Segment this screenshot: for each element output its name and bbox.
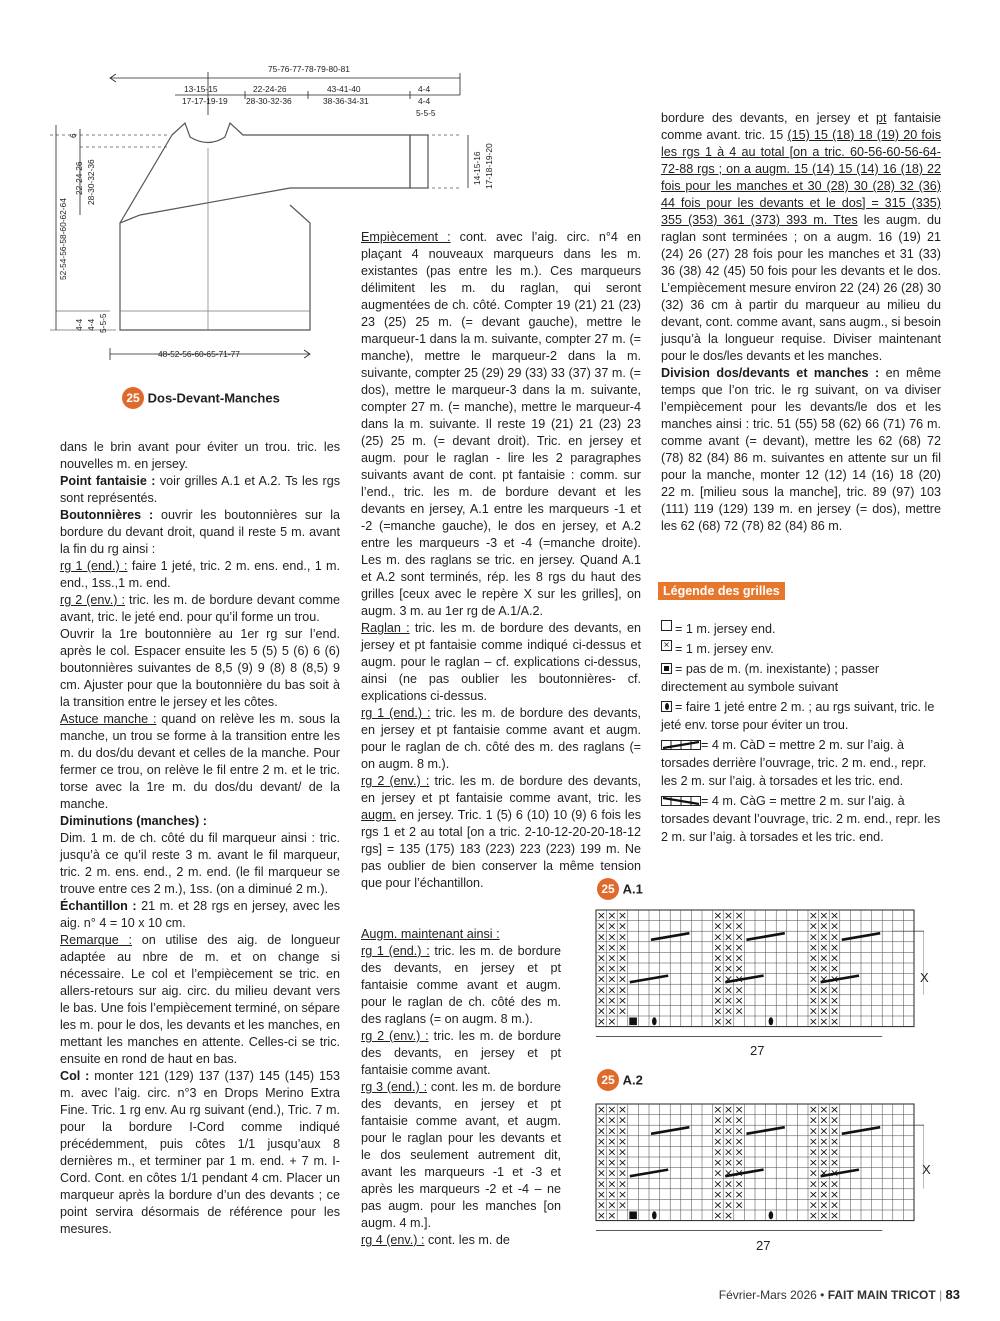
svg-text:×: × <box>596 962 606 976</box>
svg-text:×: × <box>723 1166 734 1180</box>
svg-text:×: × <box>819 930 829 944</box>
svg-text:×: × <box>734 1145 744 1159</box>
augm-rg4-label: rg 4 (env.) : <box>361 1233 425 1247</box>
svg-text:×: × <box>819 1145 829 1159</box>
col-title: Col : <box>60 1069 90 1083</box>
svg-text:×: × <box>596 1177 606 1191</box>
cable-left-symbol-icon <box>661 796 701 806</box>
svg-text:×: × <box>829 962 840 976</box>
svg-text:×: × <box>819 962 829 976</box>
dim-total-width: 75-76-77-78-79-80-81 <box>268 64 350 74</box>
augm-rg1-label: rg 1 (end.) : <box>361 944 430 958</box>
svg-text:×: × <box>819 983 829 997</box>
knit-symbol-icon <box>661 620 672 631</box>
legend-no-stitch: = pas de m. (m. inexistante) ; passer directement au symbole suivant <box>661 662 880 694</box>
purl-symbol-icon: × <box>661 640 672 651</box>
svg-text:×: × <box>723 1124 734 1138</box>
svg-text:×: × <box>607 962 617 976</box>
raglan-rg1-label: rg 1 (end.) : <box>361 706 431 720</box>
legend-list <box>661 620 941 846</box>
svg-text:×: × <box>829 909 840 923</box>
dim-cuff-b: 4-4 <box>418 96 431 106</box>
dim-seg1-b: 17-17-19-19 <box>182 96 228 106</box>
svg-text:×: × <box>723 1134 734 1148</box>
badge-number: 25 <box>122 387 144 409</box>
svg-text:×: × <box>829 1177 840 1191</box>
svg-text:×: × <box>734 909 744 923</box>
svg-text:×: × <box>819 1113 829 1127</box>
svg-text:×: × <box>829 1187 840 1201</box>
svg-text:×: × <box>607 993 617 1007</box>
chart-a2-header <box>597 1069 643 1091</box>
svg-text:×: × <box>713 1134 723 1148</box>
page-footer <box>719 1287 960 1302</box>
remarque-label: Remarque : <box>60 933 132 947</box>
footer-separator: | <box>939 1288 943 1302</box>
cable-right-symbol-icon <box>661 740 701 750</box>
svg-text:×: × <box>819 1177 829 1191</box>
svg-text:×: × <box>723 919 734 933</box>
svg-text:×: × <box>734 1187 744 1201</box>
svg-text:×: × <box>607 951 617 965</box>
svg-text:×: × <box>819 1015 829 1029</box>
svg-text:×: × <box>617 1004 628 1018</box>
svg-text:×: × <box>723 993 734 1007</box>
chart-a2-grid <box>594 1102 924 1257</box>
legend-yarn-over: = faire 1 jeté entre 2 m. ; au rgs suivant, tric. le jeté env. torse pour éviter un trou. <box>661 700 935 732</box>
svg-text:×: × <box>617 909 628 923</box>
svg-text:×: × <box>607 1198 617 1212</box>
svg-text:×: × <box>734 951 744 965</box>
svg-text:×: × <box>808 909 818 923</box>
svg-text:×: × <box>829 983 840 997</box>
svg-text:×: × <box>723 909 734 923</box>
col3-text-a: bordure des devants, en jersey et <box>661 111 876 125</box>
svg-text:×: × <box>713 972 723 986</box>
svg-text:×: × <box>808 1156 818 1170</box>
svg-text:×: × <box>734 1124 744 1138</box>
svg-text:×: × <box>607 1209 617 1223</box>
chart-a1-grid <box>594 908 924 1058</box>
svg-text:×: × <box>617 940 628 954</box>
svg-text:×: × <box>808 972 818 986</box>
svg-text:×: × <box>617 993 628 1007</box>
svg-text:×: × <box>596 930 606 944</box>
chart-a2-repeat-mark: X <box>922 1162 931 1177</box>
svg-text:×: × <box>617 1187 628 1201</box>
svg-text:×: × <box>723 940 734 954</box>
svg-text:×: × <box>808 1124 818 1138</box>
dim-yoke-a: 22-24-26 <box>74 161 84 195</box>
svg-text:×: × <box>734 919 744 933</box>
dim-rib-a: 4-4 <box>74 318 84 331</box>
svg-text:×: × <box>723 1177 734 1191</box>
svg-text:×: × <box>734 1134 744 1148</box>
legend-cable-right: = 4 m. CàD = mettre 2 m. sur l’aig. à torsades derrière l’ouvrage, tric. 2 m. end., repr. les 2 m. sur l’aig. à torsades et les tric. end. <box>661 738 927 788</box>
svg-text:×: × <box>607 983 617 997</box>
svg-text:×: × <box>617 1113 628 1127</box>
page-number: 83 <box>945 1287 960 1302</box>
svg-text:×: × <box>596 1004 606 1018</box>
chart-a1-header <box>597 878 643 900</box>
col1-intro: dans le brin avant pour éviter un trou. tric. les nouvelles m. en jersey. <box>60 440 340 471</box>
svg-text:×: × <box>713 983 723 997</box>
svg-text:×: × <box>734 1004 744 1018</box>
legend-cable-left: = 4 m. CàG = mettre 2 m. sur l’aig. à torsades devant l’ouvrage, tric. 2 m. end., repr. les 2 m. sur l’aig. à torsades et les tric. end. <box>661 794 941 844</box>
diminutions-title: Diminutions (manches) : <box>60 814 207 828</box>
augm-rg2-label: rg 2 (env.) : <box>361 1029 429 1043</box>
augm-rg3-label: rg 3 (end.) : <box>361 1080 428 1094</box>
svg-text:×: × <box>734 1103 744 1117</box>
svg-text:×: × <box>617 1166 628 1180</box>
svg-text:×: × <box>734 993 744 1007</box>
svg-text:×: × <box>596 1103 606 1117</box>
dim-seg1-a: 13-15-15 <box>184 84 218 94</box>
svg-text:×: × <box>808 1103 818 1117</box>
svg-text:×: × <box>734 962 744 976</box>
col3-underlined: (15) 15 (18) 18 (19) 20 fois les rgs 1 à 4 au total [on a tric. 60-56-60-56-64-72-88 rgs ; on a augm. 15 (14) 15 (14) 16 (18) 22 fois pour les manches et 30 (28) 30 (28) 32 (36) 44 fois pour les devants et le dos] = 315 (335) 355 (353) 361 (373) 393 m. Ttes <box>661 128 941 227</box>
svg-text:×: × <box>819 1134 829 1148</box>
rg1-text: faire 1 jeté, tric. 2 m. ens. end., 1 m. end., 1ss.,1 m. end. <box>60 559 340 590</box>
svg-text:×: × <box>723 1103 734 1117</box>
svg-text:×: × <box>808 1004 818 1018</box>
svg-text:×: × <box>723 972 734 986</box>
svg-text:×: × <box>617 1198 628 1212</box>
raglan-rg2-label: rg 2 (env.) : <box>361 774 430 788</box>
caption-text: Dos-Devant-Manches <box>147 390 280 406</box>
svg-text:×: × <box>808 1166 818 1180</box>
svg-text:×: × <box>734 1113 744 1127</box>
augm-rg3-text: cont. les m. de bordure des devants, en jersey et pt fantaisie comme avant, et augm. pour le raglan pour les devants et le dos seulement autrement dit, avant les marqueurs -1 et -3 et après les marqueurs -2 et -4 – ne pas augm. pour les manches [on augm. 4 m.]. <box>361 1080 561 1230</box>
svg-text:×: × <box>829 919 840 933</box>
svg-text:×: × <box>713 1015 723 1029</box>
svg-text:×: × <box>819 951 829 965</box>
dim-cuff-a: 4-4 <box>418 84 431 94</box>
svg-text:×: × <box>723 983 734 997</box>
svg-text:×: × <box>607 1187 617 1201</box>
svg-text:×: × <box>713 1187 723 1201</box>
point-fantaisie-title: Point fantaisie : <box>60 474 156 488</box>
raglan-text: tric. les m. de bordure des devants, en jersey et pt fantaisie comme indiqué ci-dessus et augm. pour le raglan – cf. explications ci-dessus, ainsi (ne pas oublier les boutonnières- cf. explications ci-dessus. <box>361 621 641 703</box>
svg-text:×: × <box>734 1177 744 1191</box>
footer-bullet: • <box>820 1288 825 1302</box>
svg-text:×: × <box>723 1015 734 1029</box>
svg-text:×: × <box>713 1209 723 1223</box>
svg-text:×: × <box>734 940 744 954</box>
svg-text:×: × <box>829 1209 840 1223</box>
col3-pt: pt <box>875 111 887 125</box>
svg-text:×: × <box>808 1187 818 1201</box>
svg-text:×: × <box>607 1015 617 1029</box>
svg-text:×: × <box>607 909 617 923</box>
svg-text:×: × <box>819 1103 829 1117</box>
svg-text:×: × <box>723 1198 734 1212</box>
svg-text:×: × <box>596 993 606 1007</box>
dim-seg2-a: 22-24-26 <box>253 84 287 94</box>
raglan-rg2-text: tric. les m. de bordure des devants, en jersey et pt fantaisie comme avant, tric. les <box>361 774 641 805</box>
point-fantaisie-text: voir grilles A.1 et A.2. Ts les rgs sont représentés. <box>60 474 340 505</box>
svg-text:×: × <box>808 940 818 954</box>
svg-text:×: × <box>734 983 744 997</box>
augm-rg4-text: cont. les m. de <box>424 1233 510 1247</box>
svg-text:×: × <box>734 1198 744 1212</box>
svg-text:×: × <box>607 1145 617 1159</box>
svg-text:×: × <box>819 1209 829 1223</box>
chart-a1-repeat-mark: X <box>920 970 929 985</box>
svg-text:×: × <box>713 1166 723 1180</box>
svg-text:×: × <box>617 919 628 933</box>
svg-text:×: × <box>808 983 818 997</box>
svg-text:×: × <box>808 1209 818 1223</box>
svg-text:×: × <box>829 993 840 1007</box>
augm-rg1-text: tric. les m. de bordure des devants, en jersey et pt fantaisie comme avant et augm. pour le raglan de ch. côté des m. des raglans (= on augm. 8 m.). <box>361 944 561 1026</box>
svg-text:×: × <box>829 1198 840 1212</box>
svg-text:×: × <box>808 993 818 1007</box>
svg-text:×: × <box>713 1145 723 1159</box>
boutonnieres-text: ouvrir les boutonnières sur la bordure du devant droit, quand il reste 5 m. avant la fin du rg ainsi : <box>60 508 341 556</box>
svg-text:×: × <box>617 930 628 944</box>
svg-text:×: × <box>829 1113 840 1127</box>
svg-text:×: × <box>808 1015 818 1029</box>
echantillon-title: Échantillon : <box>60 899 137 913</box>
dim-yoke-b: 28-30-32-36 <box>86 159 96 205</box>
svg-text:×: × <box>713 919 723 933</box>
svg-text:×: × <box>617 972 628 986</box>
svg-text:×: × <box>607 919 617 933</box>
svg-text:×: × <box>713 1124 723 1138</box>
svg-text:×: × <box>723 1187 734 1201</box>
svg-text:×: × <box>596 1209 606 1223</box>
svg-text:×: × <box>713 940 723 954</box>
svg-text:×: × <box>596 972 606 986</box>
svg-text:×: × <box>596 1145 606 1159</box>
footer-issue: Février-Mars 2026 <box>718 1288 817 1302</box>
svg-text:×: × <box>617 1124 628 1138</box>
svg-text:×: × <box>829 1134 840 1148</box>
svg-text:×: × <box>617 1177 628 1191</box>
rg2-text: tric. les m. de bordure devant comme avant, tric. le jeté end. pour qu’il forme un trou. <box>60 593 340 624</box>
svg-text:×: × <box>596 951 606 965</box>
no-stitch-symbol-icon <box>661 663 672 674</box>
svg-text:×: × <box>808 1145 818 1159</box>
augm-label: Augm. maintenant ainsi : <box>361 927 500 941</box>
svg-text:×: × <box>713 1113 723 1127</box>
chart-a2-bottom-count: 27 <box>756 1238 771 1253</box>
svg-text:×: × <box>723 962 734 976</box>
legend-knit: = 1 m. jersey end. <box>675 622 776 636</box>
column-2 <box>361 229 641 892</box>
astuce-text: quand on relève les m. sous la manche, un trou se forme à la transition entre les m. du dos/du devant et celles de la manche. Pour fermer ce trou, on relève le fil entre 2 m. et le tric. torse avec la 1re m. du dos/du devant/ de la manche. <box>60 712 340 811</box>
svg-text:×: × <box>596 1134 606 1148</box>
svg-text:×: × <box>596 909 606 923</box>
svg-text:×: × <box>617 951 628 965</box>
svg-text:×: × <box>607 1134 617 1148</box>
astuce-label: Astuce manche : <box>60 712 157 726</box>
svg-text:×: × <box>734 930 744 944</box>
dim-seg3-b: 38-36-34-31 <box>323 96 369 106</box>
svg-text:×: × <box>829 1156 840 1170</box>
svg-text:×: × <box>829 930 840 944</box>
svg-text:×: × <box>596 1156 606 1170</box>
chart-a1-bottom-count: 27 <box>750 1043 765 1058</box>
svg-text:×: × <box>596 1113 606 1127</box>
ouvrir-text: Ouvrir la 1re boutonnière au 1er rg sur l’end. après le col. Espacer ensuite les 5 (5) 5 (6) 6 (6) boutonnières suivantes de 8,5 (9) 9 (8) 8 (8,5) 9 cm. Ajuster pour que la boutonnière du bas soit à la transition entre le jersey et les côtes. <box>60 627 340 709</box>
svg-text:×: × <box>596 983 606 997</box>
svg-text:×: × <box>607 1124 617 1138</box>
remarque-text: on utilise des aig. de longueur adaptée au nbre de m. et on change si nécessaire. Le col et l’empiècement se tric. en allers-retours sur aig. circ. du milieu devant vers le bas. Une fois l’empiècement terminé, on sépare les m. pour le dos, les devants et les manches, en mettant les manches en attente. Celles-ci se tric. ensuite en rond de haut en bas. <box>60 933 341 1066</box>
column-1 <box>60 439 340 1238</box>
svg-text:×: × <box>617 983 628 997</box>
svg-text:×: × <box>607 1177 617 1191</box>
raglan-rg2-text2: en jersey. Tric. 1 (5) 6 (10) 10 (9) 6 fois les rgs 1 et 2 au total [on a tric. 2-10-12-20-20-18-12 rgs] = 135 (175) 183 (223) 223 (223) 199 m. Ne pas oublier de bien conserver la même tension que pour l’échantillon. <box>361 808 641 890</box>
svg-text:×: × <box>819 1124 829 1138</box>
schematic-caption <box>122 387 280 409</box>
svg-text:×: × <box>596 1198 606 1212</box>
dim-body-height: 52-54-56-58-60-62-64 <box>58 198 68 280</box>
yarn-over-symbol-icon <box>661 701 672 712</box>
svg-text:×: × <box>617 1145 628 1159</box>
svg-text:×: × <box>819 1004 829 1018</box>
svg-text:×: × <box>607 1113 617 1127</box>
svg-text:×: × <box>808 1134 818 1148</box>
svg-text:×: × <box>617 962 628 976</box>
svg-text:×: × <box>617 1103 628 1117</box>
empiecement-label: Empiècement : <box>361 230 451 244</box>
svg-text:×: × <box>607 930 617 944</box>
raglan-label: Raglan : <box>361 621 410 635</box>
svg-text:×: × <box>713 1177 723 1191</box>
svg-text:×: × <box>723 951 734 965</box>
column-2-narrow <box>361 926 561 1249</box>
division-text: en même temps que l’on tric. le rg suivant, on va diviser l’empiècement pour les devants/le dos et les manches ainsi : tric. 51 (55) 58 (62) 66 (71) 76 m. comme avant (= devant), mettre les 62 (68) 72 (78) 82 (84) 86 m. suivantes en attente sur un fil pour la manche, monter 12 (12) 14 (16) 18 (20) 22 m. [milieu sous la manche], tric. 89 (97) 103 (111) 119 (129) 139 m. en jersey (= dos), mettre les 62 (68) 72 (78) 82 (84) 86 m. <box>661 366 941 533</box>
svg-text:×: × <box>829 1124 840 1138</box>
dim-seg3-a: 43-41-40 <box>327 84 361 94</box>
svg-text:×: × <box>617 1134 628 1148</box>
chart-a1-title: A.1 <box>622 881 643 897</box>
division-title: Division dos/devants et manches : <box>661 366 880 380</box>
svg-text:×: × <box>829 1145 840 1159</box>
svg-text:×: × <box>808 919 818 933</box>
legend-title: Légende des grilles <box>658 582 785 600</box>
echantillon-text: 21 m. et 28 rgs en jersey, avec les aig. n° 4 = 10 x 10 cm. <box>60 899 340 930</box>
svg-text:×: × <box>607 1166 617 1180</box>
col-text: monter 121 (129) 137 (137) 145 (145) 153 m. avec l’aig. circ. n°3 en Drops Merino Extra Fine. Tric. 1 rg env. Au rg suivant (end.), Tric. 7 m. pour la bordure I-Cord comme indiqué précédemment, puis côtes 1/1 jusqu’aux 8 dernières m., et terminer par 1 m. end. + 7 m. I-Cord. Cont. en côtes 1/1 pendant 4 cm. Placer un marqueur après la bordure d’un des devants ; ce point servira désormais de référence pour les mesures. <box>60 1069 341 1236</box>
footer-magazine: FAIT MAIN TRICOT <box>827 1288 936 1302</box>
chart-a2-badge: 25 <box>597 1069 619 1091</box>
svg-text:×: × <box>819 972 829 986</box>
svg-text:×: × <box>819 1156 829 1170</box>
svg-text:×: × <box>808 930 818 944</box>
svg-text:×: × <box>607 1156 617 1170</box>
svg-text:×: × <box>713 962 723 976</box>
svg-text:×: × <box>713 930 723 944</box>
svg-text:×: × <box>819 1187 829 1201</box>
svg-text:×: × <box>734 1156 744 1170</box>
svg-text:×: × <box>713 1004 723 1018</box>
svg-text:×: × <box>808 951 818 965</box>
svg-text:×: × <box>713 909 723 923</box>
dim-rib-b: 4-4 <box>86 318 96 331</box>
svg-text:×: × <box>596 1015 606 1029</box>
svg-text:×: × <box>607 1103 617 1117</box>
rg1-label: rg 1 (end.) : <box>60 559 128 573</box>
svg-text:×: × <box>808 1113 818 1127</box>
dim-sleeve-a: 14-15-16 <box>472 151 482 185</box>
svg-text:×: × <box>723 1145 734 1159</box>
svg-text:×: × <box>607 972 617 986</box>
dim-seg2-b: 28-30-32-36 <box>246 96 292 106</box>
svg-text:×: × <box>819 993 829 1007</box>
svg-text:×: × <box>596 919 606 933</box>
dim-cuff-c: 5-5-5 <box>416 108 436 118</box>
dim-bottom-width: 48-52-56-60-65-71-77 <box>158 349 240 359</box>
svg-text:×: × <box>819 940 829 954</box>
raglan-rg1-text: tric. les m. de bordure des devants, en jersey et pt fantaisie comme avant et augm. pour le raglan de ch. côté des m. des raglans (= on augm. 8 m.). <box>361 706 641 771</box>
col3-text-b: fantaisie comme avant. tric. 15 <box>661 111 941 142</box>
svg-text:×: × <box>829 1004 840 1018</box>
svg-text:×: × <box>713 1198 723 1212</box>
svg-text:×: × <box>808 1198 818 1212</box>
svg-text:×: × <box>819 909 829 923</box>
svg-text:×: × <box>596 940 606 954</box>
column-3 <box>661 110 941 535</box>
svg-text:×: × <box>819 919 829 933</box>
empiecement-text: cont. avec l’aig. circ. n°4 en plaçant 4 nouveaux marqueurs dans les m. existantes (pas entre les m.). Ces marqueurs délimitent les m. du raglan, qui seront augmentées de ch. côté. Compter 19 (21) 21 (23) 23 (25) 25 m. (= devant gauche), mettre le marqueur-1 dans la m. suivante, compter 27 m. (= manche), mettre le marqueur-2 dans la m. suivante, compter 25 (29) 29 (33) 33 (37) 37 m. (= dos), mettre le marqueur-3 dans la m. suivante, compter 27 m. (= manche), mettre le marqueur-4 dans la m. suivante. Il reste 19 (21) 21 (23) 23 (25) 25 m. (= devant droit). Tric. en jersey et augm. pour le raglan - lire les 2 paragraphes suivants avant de cont. pt fantaisie : comm. sur l’end., tric. les m. de bordure devant et les devants en jersey, A.1 entre les marqueurs -1 et -2 (=manche gauche), le dos en jersey, et A.2 entre les marqueurs -3 et -4 (=manche droite). Les m. des raglans se tric. en jersey. Quand A.1 et A.2 sont terminés, rép. les 8 rgs du haut des grilles [ceux avec le repère X sur les grilles], on augm. 3 m. au 1er rg de A.1/A.2. <box>361 230 641 618</box>
rg2-label: rg 2 (env.) : <box>60 593 125 607</box>
svg-text:×: × <box>808 1177 818 1191</box>
svg-text:×: × <box>617 1156 628 1170</box>
svg-text:×: × <box>819 1198 829 1212</box>
svg-text:×: × <box>596 1187 606 1201</box>
svg-text:×: × <box>723 930 734 944</box>
legend-purl: = 1 m. jersey env. <box>675 642 774 656</box>
augm-rg2-text: tric. les m. de bordure des devants, en jersey et pt fantaisie comme avant. <box>361 1029 561 1077</box>
diminutions-text: Dim. 1 m. de ch. côté du fil marqueur ainsi : tric. jusqu’à ce qu’il reste 3 m. avant le fil marqueur, tric. 2 m. ens. end., 2 m. end. (le fil marqueur se trouve entre ces 2 m.), 1ss. (on a diminué 2 m.). <box>60 831 340 896</box>
svg-text:×: × <box>723 1004 734 1018</box>
svg-text:×: × <box>723 1113 734 1127</box>
col3-text-c: les augm. du raglan sont terminées ; on a augm. 16 (19) 21 (24) 26 (27) 28 fois pour les manches et 31 (33) 36 (38) 42 (45) 50 fois pour les devants et le dos. L’empiècement mesure environ 22 (24) 26 (28) 30 (32) 36 cm à partir du marqueur au milieu du devant, cont. comme avant, sans augm., si besoin jusqu’à la longueur requise. Diviser maintenant pour le dos/les devants et les manches. <box>661 213 942 363</box>
svg-text:×: × <box>819 1166 829 1180</box>
svg-text:×: × <box>829 951 840 965</box>
svg-text:×: × <box>607 1004 617 1018</box>
svg-text:×: × <box>713 1103 723 1117</box>
svg-text:×: × <box>713 951 723 965</box>
dim-sleeve-b: 17-18-19-20 <box>484 143 494 189</box>
svg-text:×: × <box>596 1166 606 1180</box>
raglan-rg2-augm: augm. <box>361 808 397 822</box>
dim-rib-c: 5-5-5 <box>98 313 108 333</box>
boutonnieres-title: Boutonnières : <box>60 508 154 522</box>
svg-text:×: × <box>723 1156 734 1170</box>
svg-text:×: × <box>713 1156 723 1170</box>
svg-text:×: × <box>713 993 723 1007</box>
svg-text:×: × <box>829 1103 840 1117</box>
svg-text:×: × <box>607 940 617 954</box>
svg-text:×: × <box>723 1209 734 1223</box>
chart-a1-badge: 25 <box>597 878 619 900</box>
svg-text:×: × <box>808 962 818 976</box>
chart-a2-title: A.2 <box>622 1072 643 1088</box>
dim-neck: 6 <box>68 133 78 138</box>
svg-text:×: × <box>829 1015 840 1029</box>
svg-text:×: × <box>596 1124 606 1138</box>
svg-text:×: × <box>829 940 840 954</box>
